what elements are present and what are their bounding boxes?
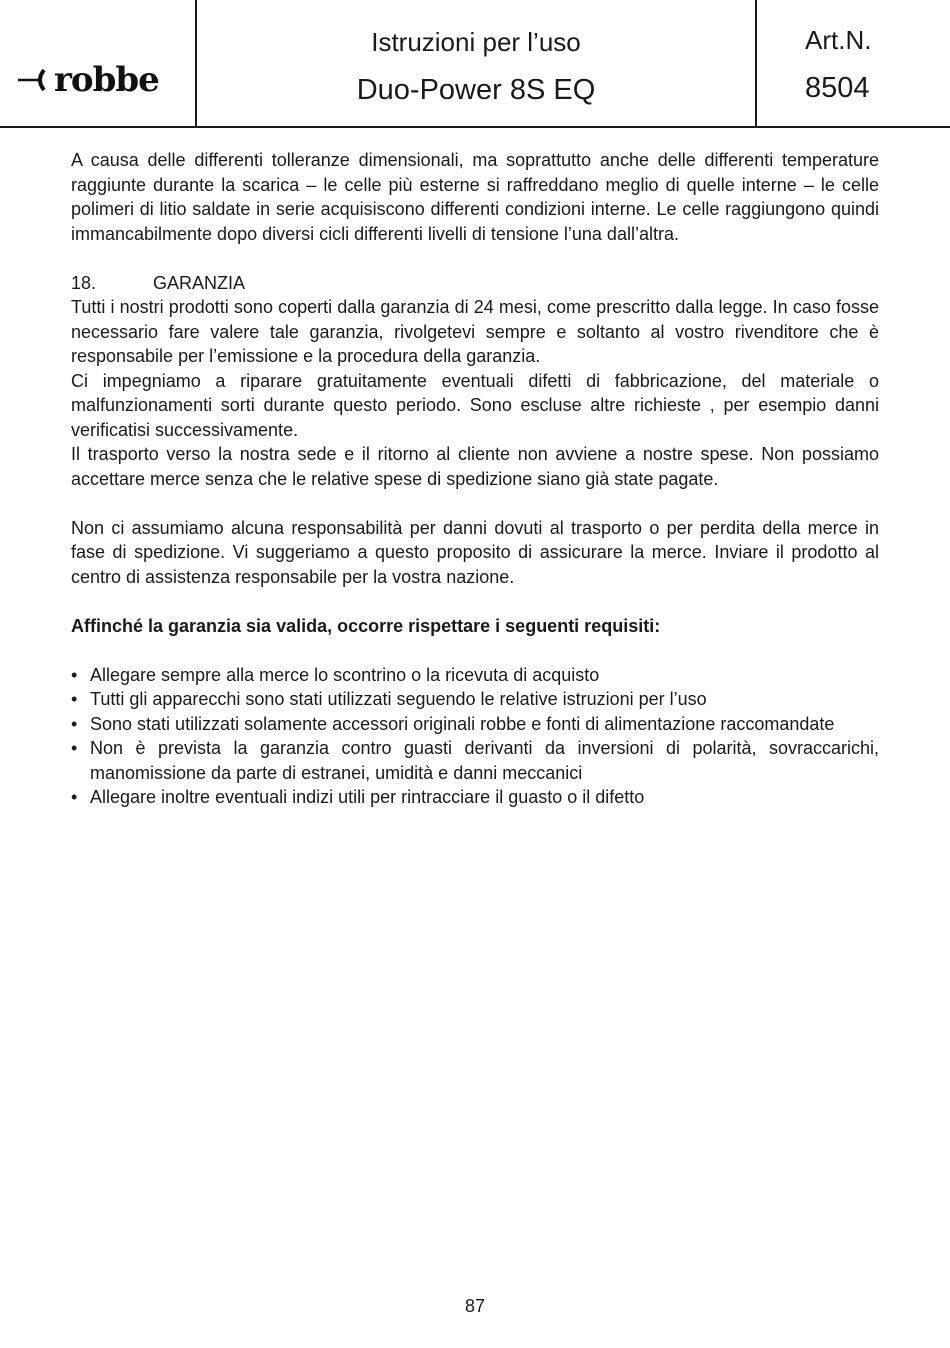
warranty-paragraph-3: Il trasporto verso la nostra sede e il ritorno al cliente non avviene a nostre spese. Non possiamo accettare merce senza che le relative spese di spedizione siano già state pagate. bbox=[71, 444, 879, 489]
logo-cell bbox=[0, 0, 197, 128]
document-title: Istruzioni per l’uso bbox=[371, 27, 581, 57]
article-number: 8504 bbox=[805, 72, 870, 104]
warranty-paragraph-1: Tutti i nostri prodotti sono coperti dalla garanzia di 24 mesi, come prescritto dalla legge. In caso fosse necessario fare valere tale garanzia, rivolgetevi sempre e soltanto al vostro rivenditore che è responsabile per l’emissione e la procedura della garanzia. bbox=[71, 297, 879, 366]
section-heading bbox=[71, 271, 879, 296]
section-number: 18. bbox=[71, 272, 97, 293]
page-number: 87 bbox=[464, 1296, 486, 1316]
requirements-heading: Affinché la garanzia sia valida, occorre rispettare i seguenti requisiti: bbox=[71, 615, 661, 636]
list-item: • Sono stati utilizzati solamente accessori originali robbe e fonti di alimentazione raccomandate bbox=[71, 712, 879, 737]
list-item: • Allegare sempre alla merce lo scontrino o la ricevuta di acquisto bbox=[71, 663, 879, 688]
robbe-logo bbox=[18, 60, 186, 104]
list-item: • Allegare inoltre eventuali indizi utili per rintracciare il guasto o il difetto bbox=[71, 785, 879, 810]
intro-paragraph: A causa delle differenti tolleranze dimensionali, ma soprattutto anche delle differenti temperature raggiunte durante la scarica – le celle più esterne si raffreddano meglio di quelle interne – le celle polimeri di litio saldate in serie acquisiscono differenti condizioni interne. Le celle raggiungono quindi immancabilmente dopo diversi cicli differenti livelli di tensione l’una dall’altra. bbox=[71, 150, 879, 244]
warranty-paragraph-2: Ci impegniamo a riparare gratuitamente eventuali difetti di fabbricazione, del materiale o malfunzionamenti sorti durante questo periodo. Sono escluse altre richieste , per esempio danni verificatisi successivamente. bbox=[71, 370, 879, 440]
propeller-mark-icon bbox=[18, 68, 52, 92]
page-header bbox=[0, 0, 950, 128]
requirements-list bbox=[71, 663, 879, 810]
title-cell bbox=[197, 0, 757, 128]
list-item: • Non è prevista la garanzia contro guasti derivanti da inversioni di polarità, sovraccarichi, manomissione da parte di estranei, umidità e danni meccanici bbox=[71, 736, 879, 785]
list-item: • Tutti gli apparecchi sono stati utilizzati seguendo le relative istruzioni per l’uso bbox=[71, 687, 879, 712]
section-title: GARANZIA bbox=[153, 272, 246, 293]
page-content bbox=[71, 148, 879, 810]
logo-text: robbe bbox=[54, 60, 159, 100]
article-cell bbox=[757, 0, 950, 128]
liability-paragraph: Non ci assumiamo alcuna responsabilità per danni dovuti al trasporto o per perdita della merce in fase di spedizione. Vi suggeriamo a questo proposito di assicurare la merce. Inviare il prodotto al centro di assistenza responsabile per la vostra nazione. bbox=[71, 517, 879, 587]
article-label: Art.N. bbox=[805, 25, 872, 55]
product-name: Duo-Power 8S EQ bbox=[356, 74, 596, 106]
